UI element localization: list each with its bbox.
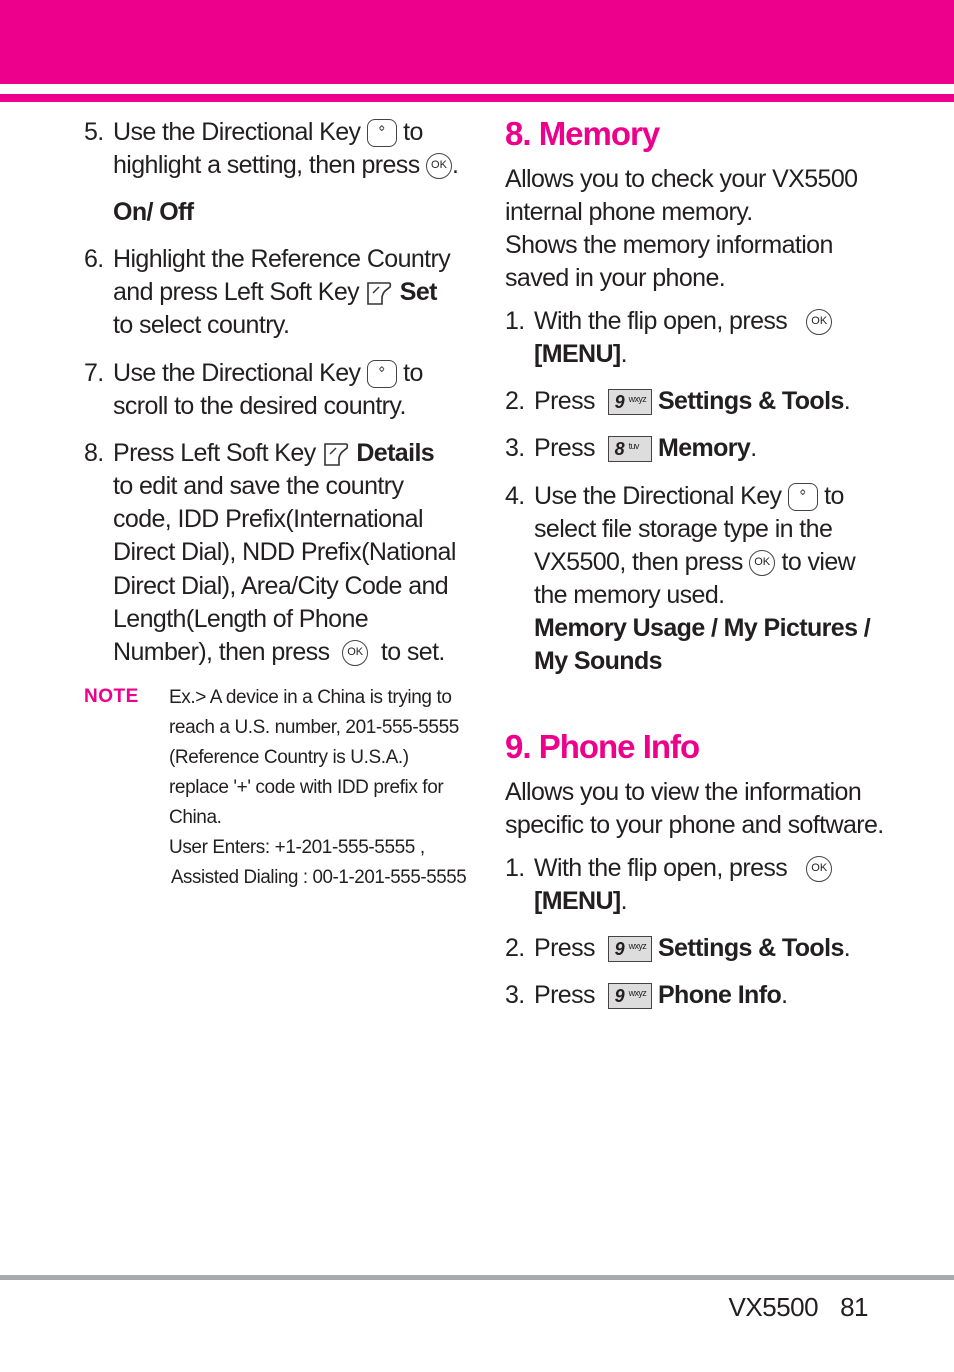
text-span: Use the Directional Key <box>113 359 361 387</box>
step-number: 7. <box>84 359 104 387</box>
step-text <box>534 885 627 918</box>
header-band <box>0 0 954 84</box>
header-rule <box>0 94 954 102</box>
step-text: select file storage type in the <box>534 515 833 543</box>
step-text: Direct Dial), NDD Prefix(National <box>113 538 456 566</box>
key-letters: wxyz <box>628 941 647 952</box>
ok-key-icon: OK <box>749 550 775 576</box>
footer-rule <box>0 1275 954 1280</box>
softkey-label: Set <box>399 278 437 306</box>
key-digit: 8 <box>614 439 625 460</box>
step-number: 4. <box>505 482 525 510</box>
key-letters: tuv <box>628 441 639 452</box>
softkey-label: Details <box>356 439 435 467</box>
page-number: 81 <box>840 1292 868 1322</box>
section-heading-memory: 8. Memory <box>505 115 660 152</box>
left-soft-key-icon <box>322 440 350 468</box>
step-text <box>534 546 855 579</box>
note-line: Assisted Dialing : 00-1-201-555-5555 <box>170 867 467 888</box>
step-text: Highlight the Reference Country <box>113 245 451 273</box>
step-number: 2. <box>505 934 525 962</box>
key-8-icon <box>608 436 652 462</box>
step-text <box>534 480 844 513</box>
directional-key-icon <box>788 483 818 511</box>
step-text <box>534 338 627 371</box>
ok-key-icon: OK <box>806 309 832 335</box>
step-number: 6. <box>84 245 104 273</box>
text-span: to <box>403 359 423 387</box>
text-span: to <box>403 118 423 146</box>
step-text <box>534 932 850 965</box>
text-span: and press Left Soft Key <box>113 278 360 306</box>
key-digit: 9 <box>614 939 625 960</box>
step-text: Length(Length of Phone <box>113 605 369 633</box>
key-digit: 9 <box>614 986 625 1007</box>
text-span: highlight a setting, then press <box>113 151 420 179</box>
text-span: . <box>620 887 628 915</box>
note-line: China. <box>169 807 222 828</box>
note-line: (Reference Country is U.S.A.) <box>169 747 409 768</box>
option-label: On/ Off <box>113 198 194 226</box>
step-number: 8. <box>84 439 104 467</box>
option-label: Memory Usage / My Pictures / <box>534 614 871 642</box>
text-span: Use the Directional Key <box>534 482 782 510</box>
intro-line: saved in your phone. <box>505 264 726 292</box>
text-span: to <box>824 482 844 510</box>
directional-key-icon <box>367 360 397 388</box>
note-line: reach a U.S. number, 201-555-5555 <box>169 717 459 738</box>
ok-key-icon: OK <box>426 153 452 179</box>
menu-label: [MENU] <box>534 340 621 368</box>
key-9-icon <box>608 936 652 962</box>
note-line: User Enters: +1-201-555-5555 , <box>169 837 425 858</box>
intro-line: specific to your phone and software. <box>505 811 884 839</box>
step-text <box>113 276 437 309</box>
step-text: Direct Dial), Area/City Code and <box>113 572 449 600</box>
footer-model: VX5500 <box>728 1292 819 1322</box>
step-number: 2. <box>505 387 525 415</box>
key-letters: wxyz <box>628 394 647 405</box>
key-letters: wxyz <box>628 988 647 999</box>
text-span: . <box>620 340 628 368</box>
key-digit: 9 <box>614 392 625 413</box>
step-text <box>534 305 832 338</box>
step-text <box>113 357 423 390</box>
step-text <box>113 636 445 669</box>
intro-line: Shows the memory information <box>505 231 833 259</box>
text-span: . <box>843 934 851 962</box>
step-number: 3. <box>505 434 525 462</box>
page-footer <box>729 1292 868 1323</box>
step-text: to select country. <box>113 311 290 339</box>
ok-key-icon: OK <box>806 856 832 882</box>
intro-line: internal phone memory. <box>505 198 753 226</box>
step-text: to edit and save the country <box>113 472 404 500</box>
step-text <box>113 437 434 470</box>
text-span: . <box>781 981 788 1009</box>
menu-label: Phone Info <box>657 981 782 1009</box>
note-label: NOTE <box>84 686 139 707</box>
menu-label: Memory <box>657 434 751 462</box>
step-number: 1. <box>505 854 525 882</box>
text-span: Press <box>534 434 595 462</box>
step-text <box>534 852 832 885</box>
menu-label: Settings & Tools <box>657 387 844 415</box>
text-span: Press <box>534 981 595 1009</box>
intro-line: Allows you to view the information <box>505 778 862 806</box>
intro-line: Allows you to check your VX5500 <box>505 165 858 193</box>
text-span: Press <box>534 934 595 962</box>
menu-label: Settings & Tools <box>657 934 844 962</box>
step-number: 1. <box>505 307 525 335</box>
step-text: the memory used. <box>534 581 725 609</box>
text-span: . <box>451 151 459 179</box>
step-text: code, IDD Prefix(International <box>113 505 423 533</box>
text-span: Use the Directional Key <box>113 118 361 146</box>
section-heading-phone-info: 9. Phone Info <box>505 728 700 765</box>
step-text <box>113 116 423 149</box>
text-span: . <box>750 434 757 462</box>
step-text <box>534 979 787 1012</box>
left-soft-key-icon <box>365 279 393 307</box>
step-text: scroll to the desired country. <box>113 392 406 420</box>
note-line: Ex.> A device in a China is trying to <box>169 687 452 708</box>
directional-key-icon <box>367 119 397 147</box>
key-9-icon <box>608 389 652 415</box>
text-span: Number), then press <box>113 638 330 666</box>
step-number: 5. <box>84 118 104 146</box>
step-text <box>113 149 458 182</box>
step-number: 3. <box>505 981 525 1009</box>
text-span: to view <box>781 548 856 576</box>
menu-label: [MENU] <box>534 887 621 915</box>
step-text <box>534 432 757 465</box>
text-span: With the flip open, press <box>534 307 788 335</box>
text-span: Press <box>534 387 595 415</box>
ok-key-icon: OK <box>342 640 368 666</box>
text-span: to set. <box>380 638 445 666</box>
text-span: With the flip open, press <box>534 854 788 882</box>
step-text <box>534 385 850 418</box>
key-9-icon <box>608 983 652 1009</box>
text-span: . <box>843 387 851 415</box>
text-span: VX5500, then press <box>534 548 743 576</box>
text-span: Press Left Soft Key <box>113 439 316 467</box>
option-label: My Sounds <box>534 647 662 675</box>
note-line: replace '+' code with IDD prefix for <box>169 777 444 798</box>
